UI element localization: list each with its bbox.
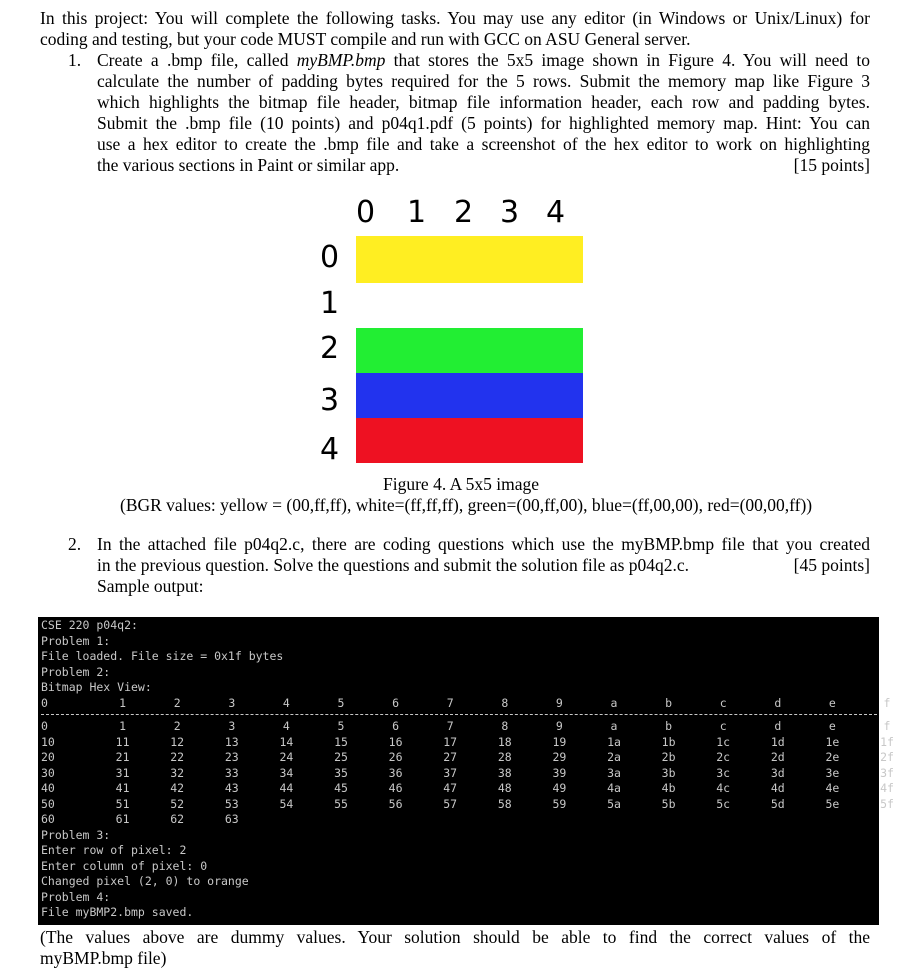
hex-cell: 53 bbox=[224, 796, 239, 811]
task1-text-b: that stores the 5x5 image shown in Figure 4. You will need to bbox=[393, 50, 870, 70]
hex-cell: 16 bbox=[388, 734, 403, 749]
col-label: 2 bbox=[454, 195, 474, 230]
hex-cell: 43 bbox=[224, 781, 239, 795]
hex-cell: 4a bbox=[607, 781, 621, 795]
hex-cell: 59 bbox=[552, 796, 567, 811]
hex-cell: 36 bbox=[388, 765, 403, 780]
hex-cell: 57 bbox=[443, 796, 458, 811]
task2-line-3: Sample output: bbox=[97, 576, 204, 596]
hex-cell: 3 bbox=[228, 719, 236, 733]
hex-cell: 1b bbox=[661, 734, 676, 749]
row-label: 1 bbox=[320, 286, 340, 321]
footer-line-2: myBMP.bmp file) bbox=[40, 948, 167, 968]
figure-caption: Figure 4. A 5x5 image bbox=[383, 474, 540, 494]
hex-cell: 45 bbox=[334, 781, 348, 795]
hex-cell: 7 bbox=[446, 719, 454, 733]
hex-cell: 4d bbox=[770, 781, 785, 795]
hex-row-offset: 50 bbox=[41, 796, 55, 811]
terminal-line: Enter row of pixel: 2 bbox=[41, 843, 187, 857]
hex-cell: 1 bbox=[119, 695, 127, 710]
hex-cell: 3 bbox=[228, 695, 236, 710]
hex-cell: 1d bbox=[770, 734, 785, 749]
hex-row-offset: 0 bbox=[41, 719, 48, 733]
hex-cell: 56 bbox=[388, 796, 403, 811]
hex-cell: 8 bbox=[501, 719, 509, 733]
hex-cell: 62 bbox=[170, 812, 185, 826]
hex-cell: 1f bbox=[880, 734, 894, 749]
hex-cell: 2e bbox=[825, 750, 840, 764]
hex-cell: 54 bbox=[279, 796, 294, 811]
row-label: 0 bbox=[320, 240, 340, 275]
footer-line-1: (The values above are dummy values. Your solution should be able to find the correct values of the bbox=[40, 927, 870, 947]
terminal-line: CSE 220 p04q2: bbox=[41, 618, 138, 632]
task1-number: 1. bbox=[68, 50, 82, 70]
pixel-row-green bbox=[356, 328, 583, 373]
hex-cell: 6 bbox=[392, 695, 400, 710]
task1-text-a: Create a .bmp file, called bbox=[97, 50, 289, 70]
task1-line-5: use a hex editor to create the .bmp file and take a screenshot of the hex editor to work on highlighting bbox=[97, 134, 870, 154]
terminal-output bbox=[38, 617, 894, 925]
terminal-line: Problem 1: bbox=[41, 633, 111, 648]
hex-cell: 1c bbox=[716, 734, 731, 749]
hex-cell: b bbox=[665, 719, 673, 733]
hex-cell: 47 bbox=[443, 781, 458, 795]
terminal-line: Bitmap Hex View: bbox=[41, 680, 152, 694]
hex-cell: 27 bbox=[443, 750, 458, 764]
hex-cell: 33 bbox=[224, 765, 239, 780]
hex-cell: 4 bbox=[282, 695, 290, 710]
hex-cell: d bbox=[774, 719, 782, 733]
hex-cell: 58 bbox=[497, 796, 512, 811]
task1-text-c: the various sections in Paint or similar app. bbox=[97, 155, 400, 175]
hex-cell: 3d bbox=[770, 765, 785, 780]
intro-line-2: coding and testing, but your code MUST compile and run with GCC on ASU General server. bbox=[40, 29, 691, 49]
hex-cell: 14 bbox=[279, 734, 294, 749]
hex-cell: 42 bbox=[170, 781, 185, 795]
hex-cell: 5 bbox=[337, 695, 345, 710]
hex-cell: 17 bbox=[443, 734, 458, 749]
hex-cell: 37 bbox=[443, 765, 458, 780]
hex-cell: 5b bbox=[661, 796, 676, 811]
task1-line-1 bbox=[97, 50, 870, 71]
hex-cell: 51 bbox=[115, 796, 130, 811]
hex-cell: d bbox=[774, 695, 782, 710]
hex-row-offset: 30 bbox=[41, 765, 55, 780]
hex-cell: e bbox=[828, 695, 836, 710]
hex-cell: a bbox=[610, 695, 618, 710]
terminal-line: Enter column of pixel: 0 bbox=[41, 858, 208, 873]
terminal-line: File loaded. File size = 0x1f bytes bbox=[41, 649, 284, 663]
hex-cell: 23 bbox=[224, 750, 239, 764]
hex-cell: 13 bbox=[224, 734, 239, 749]
pixel-row-blue bbox=[356, 373, 583, 418]
hex-cell: 1 bbox=[119, 719, 127, 733]
hex-cell: 46 bbox=[388, 781, 403, 795]
hex-cell: 3e bbox=[825, 765, 840, 780]
hex-cell: 31 bbox=[115, 765, 130, 780]
bgr-note: (BGR values: yellow = (00,ff,ff), white=(ff,ff,ff), green=(00,ff,00), blue=(ff,00,00), red=(00,00,ff)) bbox=[120, 495, 813, 515]
task2-line-2 bbox=[97, 555, 870, 576]
hex-cell: 63 bbox=[224, 812, 239, 826]
hex-cell: 39 bbox=[552, 765, 567, 780]
hex-cell: 2c bbox=[716, 750, 731, 764]
task1-line-3: which highlights the bitmap file header, bitmap file information header, each row and padding bytes. bbox=[97, 92, 870, 112]
hex-cell: 35 bbox=[334, 765, 348, 780]
hex-cell: 49 bbox=[552, 781, 567, 795]
hex-cell: 5c bbox=[716, 796, 731, 811]
hex-cell: 55 bbox=[334, 796, 348, 811]
hex-cell: 18 bbox=[497, 734, 512, 749]
hex-cell: 3b bbox=[661, 765, 676, 780]
hex-cell: 15 bbox=[334, 734, 348, 749]
hex-cell: f bbox=[883, 695, 891, 710]
hex-cell: 4e bbox=[825, 781, 840, 795]
task2-points: [45 points] bbox=[793, 555, 870, 575]
hex-cell: 2f bbox=[880, 750, 894, 764]
pixel-row-yellow bbox=[356, 236, 583, 283]
hex-cell: 1a bbox=[607, 734, 621, 749]
hex-cell: 24 bbox=[279, 750, 294, 764]
hex-cell: 4b bbox=[661, 781, 676, 795]
hex-cell: 2 bbox=[173, 719, 181, 733]
row-label: 4 bbox=[320, 432, 340, 467]
hex-cell: c bbox=[719, 695, 727, 710]
terminal-line: Problem 3: bbox=[41, 827, 111, 842]
hex-cell: 4f bbox=[880, 781, 894, 795]
hex-cell: 44 bbox=[279, 781, 294, 795]
col-label: 3 bbox=[500, 195, 520, 230]
terminal-line: Problem 2: bbox=[41, 664, 111, 679]
hex-cell: b bbox=[665, 695, 673, 710]
hex-cell: e bbox=[828, 719, 836, 733]
hex-cell: c bbox=[719, 719, 727, 733]
task1-line-4: Submit the .bmp file (10 points) and p04q1.pdf (5 points) for highlighted memory map. Hint: You can bbox=[97, 113, 870, 133]
hex-cell: 12 bbox=[170, 734, 185, 749]
hex-cell: 4 bbox=[282, 719, 290, 733]
hex-cell: 8 bbox=[501, 695, 509, 710]
hex-cell: 19 bbox=[552, 734, 567, 749]
hex-cell: 11 bbox=[115, 734, 130, 749]
hex-cell: 7 bbox=[446, 695, 454, 710]
row-label: 3 bbox=[320, 383, 340, 418]
hex-cell: 1e bbox=[825, 734, 840, 749]
task1-points: [15 points] bbox=[793, 155, 870, 175]
row-label: 2 bbox=[320, 331, 340, 366]
task1-line-2: calculate the number of padding bytes required for the 5 rows. Submit the memory map like Figure 3 bbox=[97, 71, 870, 91]
pixel-row-red bbox=[356, 418, 583, 463]
terminal-line: Changed pixel (2, 0) to orange bbox=[41, 874, 249, 888]
filename-mybmp: myBMP.bmp bbox=[296, 50, 386, 70]
hex-cell: 38 bbox=[497, 765, 512, 780]
hex-cell: 26 bbox=[388, 750, 403, 764]
col-label: 1 bbox=[407, 195, 427, 230]
hex-cell: 28 bbox=[497, 750, 512, 764]
hex-cell: 2a bbox=[607, 750, 621, 764]
hex-row-offset: 20 bbox=[41, 750, 55, 764]
hex-cell: f bbox=[883, 719, 891, 733]
pixel-row-white bbox=[356, 283, 583, 328]
hex-cell: 29 bbox=[552, 750, 567, 764]
hex-cell: 5f bbox=[880, 796, 894, 811]
hex-cell: 25 bbox=[334, 750, 348, 764]
hex-header-offset: 0 bbox=[41, 695, 48, 710]
task2-line-1: In the attached file p04q2.c, there are coding questions which use the myBMP.bmp file that you created bbox=[97, 534, 870, 554]
hex-row-offset: 10 bbox=[41, 734, 55, 749]
hex-cell: 9 bbox=[555, 719, 563, 733]
hex-cell: 61 bbox=[115, 812, 130, 826]
hex-cell: 3c bbox=[716, 765, 731, 780]
task2-text: in the previous question. Solve the questions and submit the solution file as p04q2.c. bbox=[97, 555, 690, 575]
hex-cell: 5e bbox=[825, 796, 840, 811]
hex-cell: 3f bbox=[880, 765, 894, 780]
col-label: 0 bbox=[356, 195, 376, 230]
intro-line-1: In this project: You will complete the following tasks. You may use any editor (in Windows or Unix/Linux) for bbox=[40, 8, 870, 28]
hex-row-offset: 60 bbox=[41, 812, 55, 826]
hex-cell: 52 bbox=[170, 796, 185, 811]
hex-cell: 2d bbox=[770, 750, 785, 764]
hex-cell: 21 bbox=[115, 750, 130, 764]
hex-cell: 3a bbox=[607, 765, 621, 780]
hex-cell: 48 bbox=[497, 781, 512, 795]
hex-cell: 4c bbox=[716, 781, 731, 795]
hex-cell: 22 bbox=[170, 750, 185, 764]
terminal-line: Problem 4: bbox=[41, 889, 111, 904]
hex-row-offset: 40 bbox=[41, 781, 55, 795]
hex-cell: 6 bbox=[392, 719, 400, 733]
hex-cell: 5d bbox=[770, 796, 785, 811]
hex-separator bbox=[41, 714, 877, 715]
terminal-line: File myBMP2.bmp saved. bbox=[41, 905, 194, 919]
hex-cell: 2b bbox=[661, 750, 676, 764]
hex-cell: 34 bbox=[279, 765, 294, 780]
col-label: 4 bbox=[546, 195, 566, 230]
hex-cell: 32 bbox=[170, 765, 185, 780]
task2-number: 2. bbox=[68, 534, 82, 554]
task1-line-6 bbox=[97, 155, 870, 176]
hex-cell: 41 bbox=[115, 781, 130, 795]
hex-cell: 9 bbox=[555, 695, 563, 710]
hex-cell: a bbox=[610, 719, 618, 733]
hex-cell: 2 bbox=[173, 695, 181, 710]
hex-cell: 5a bbox=[607, 796, 621, 811]
hex-cell: 5 bbox=[337, 719, 345, 733]
